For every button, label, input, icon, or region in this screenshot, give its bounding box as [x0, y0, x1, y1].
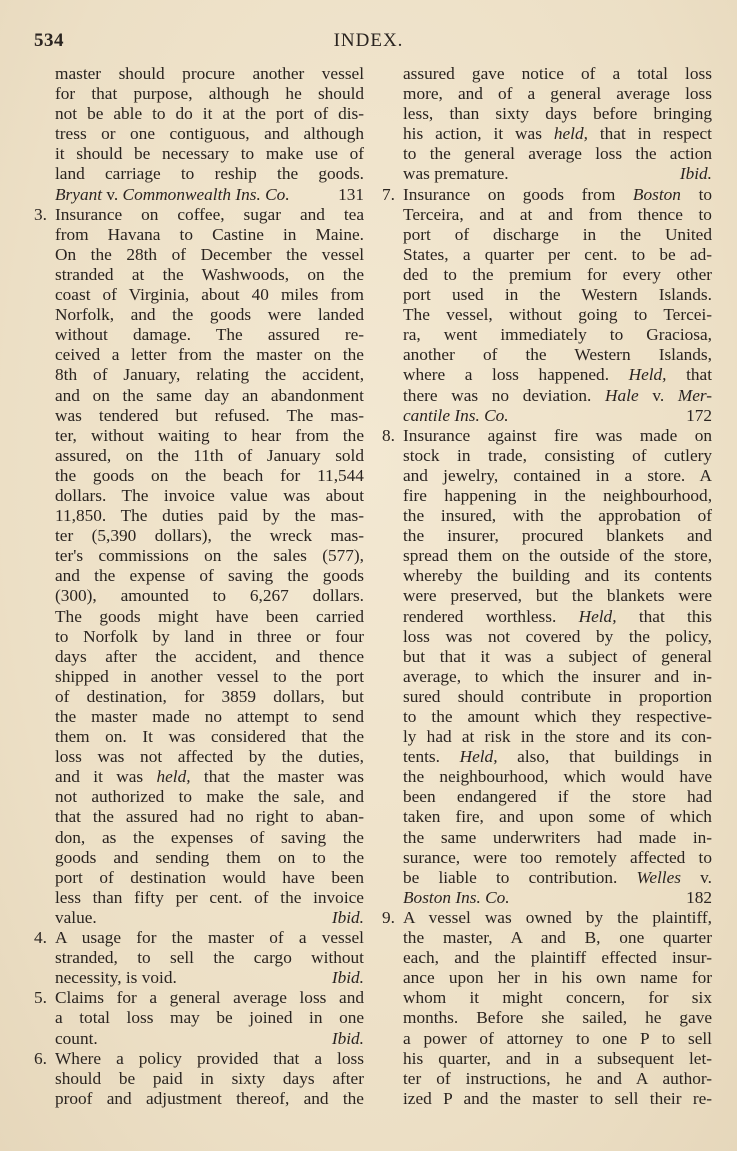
entry-7-line: The vessel, without going to Tercei- [403, 305, 712, 325]
entry-6-cont-line: more, and of a general average loss [403, 84, 712, 104]
text-line: tress or one contiguous, and although [55, 124, 364, 144]
entry-3-line: Norfolk, and the goods were landed [55, 305, 364, 325]
text-line: land carriage to reship the goods. [55, 164, 364, 184]
entry-3-line: ter's commissions on the sales (577), [55, 546, 364, 566]
entry-7-line: 7. Insurance on goods from Boston to [382, 184, 713, 204]
text-line: master should procure another vessel [55, 64, 365, 83]
entry-3-line: the goods on the beach for 11,544 [55, 465, 364, 485]
entry-3-line: 3. Insurance on coffee, sugar and tea [34, 204, 365, 224]
entry-3-line: not authorized to make the sale, and [55, 787, 364, 807]
entry-3-line: coast of Virginia, about 40 miles from [55, 285, 364, 305]
entry-5-line: 5. Claims for a general average loss and [34, 988, 364, 1008]
entry-number: 4. [34, 928, 47, 948]
text-line: for that purpose, although he should [55, 84, 365, 104]
italic-term: Co. [485, 887, 510, 907]
entry-7-line: ded to the premium for every other [403, 264, 712, 284]
entry-9-line: 9. A vessel was owned by the plaintiff, [382, 907, 713, 927]
entry-3-line: ter, without waiting to hear from the [55, 425, 364, 445]
entry-8-citation [382, 888, 712, 908]
entry-7-line: another of the Western Islands, [403, 345, 712, 365]
entry-3-line: days after the accident, and thence [55, 646, 364, 666]
entry-6-cont-line: his action, it was held, that in respect [403, 124, 712, 144]
entry-5-last-line: count. Ibid. [55, 1028, 364, 1048]
entry-6-cont-line: assured gave notice of a total loss [403, 64, 712, 83]
entry-3-line: without damage. The assured re- [55, 325, 365, 345]
citation-ibid: Ibid. [331, 1028, 364, 1048]
entry-9-line: whom it might concern, for six [403, 988, 712, 1008]
italic-term: Ins. [454, 405, 480, 425]
text-line: it should be necessary to make use of [55, 144, 365, 164]
entry-8-line: fire happening in the neighbourhood, [403, 485, 713, 505]
entry-4-line: 4. A usage for the master of a vessel [34, 928, 364, 948]
entry-9-line: a power of attorney to one P to sell [403, 1028, 712, 1048]
entry-3-line: port of destination would have been [55, 867, 364, 887]
entry-number: 6. [34, 1048, 47, 1068]
entry-8-line: whereby the building and its contents [403, 566, 712, 586]
entry-8-line: and jewelry, contained in a store. A [403, 465, 712, 485]
entry-9-line: the master, A and B, one quarter [403, 928, 712, 948]
italic-term: Ins. [455, 887, 481, 907]
entry-3-line: of destination, for 3859 dollars, but [55, 686, 364, 706]
entry-8-line: the neighbourhood, which would have [403, 767, 713, 787]
entry-3-line: The goods might have been carried [55, 606, 364, 626]
right-column [382, 64, 712, 1109]
entry-7-line: ra, went immediately to Graciosa, [403, 325, 712, 345]
italic-term: Co. [265, 184, 290, 204]
italic-term: cantile [403, 405, 451, 425]
entry-number: 5. [34, 988, 47, 1008]
citation-page: 172 [686, 405, 712, 425]
entry-3-line: 11,850. The duties paid by the mas- [55, 506, 365, 526]
left-column [34, 64, 364, 1109]
entry-8-line: sured should contribute in proportion [403, 686, 713, 706]
entry-3-line: and the expense of saving the goods [55, 566, 365, 586]
entry-6-line: should be paid in sixty days after [55, 1068, 364, 1088]
entry-3-line: less than fifty per cent. of the invoice [55, 887, 364, 907]
entry-6-line: proof and adjustment thereof, and the [55, 1088, 364, 1108]
citation-page: 182 [686, 887, 712, 907]
entry-3-line: and it was held, that the master was [55, 767, 364, 787]
entry-3-line: goods and sending them on to the [55, 847, 364, 867]
entry-3-line: dollars. The invoice value was about [55, 485, 365, 505]
entry-6-cont-line: less, than sixty days before bringing [403, 104, 713, 124]
page-header [34, 30, 703, 56]
entry-8-line: average, to which the insurer and in- [403, 666, 712, 686]
entry-6-cont-line: to the general average loss the action [403, 144, 713, 164]
entry-7-line: Terceira, and at and from thence to [403, 204, 712, 224]
running-title: INDEX. [333, 30, 404, 51]
citation-ibid: Ibid. [331, 968, 364, 988]
entry-8-line: ly had at risk in the store and its con- [403, 727, 712, 747]
entry-3-last-line: value. Ibid. [55, 907, 364, 927]
citation-ibid: Ibid. [331, 907, 364, 927]
entry-8-line: were preserved, but the blankets were [403, 586, 712, 606]
entry-8-line: been endangered if the store had [403, 787, 712, 807]
italic-term: held, [156, 767, 191, 787]
citation-line: Bryant v. Commonwealth Ins. Co. 131 [55, 184, 364, 204]
citation-page: 131 [338, 184, 364, 204]
entry-6-line: 6. Where a policy provided that a loss [34, 1048, 364, 1068]
italic-term: Held, [578, 606, 617, 626]
entry-9-line: ance upon her in his own name for [403, 968, 713, 988]
citation-ibid: Ibid. [679, 164, 712, 184]
entry-3-line: and on the same day an abandonment [55, 385, 364, 405]
entry-8-line: the insurer, procured blankets and [403, 526, 712, 546]
text-line: not be able to do it at the port of dis- [55, 104, 365, 124]
italic-term: Mer- [677, 385, 713, 405]
entry-3-line: ceived a letter from the master on the [55, 345, 364, 365]
entry-3-line: don, as the expenses of saving the [55, 827, 364, 847]
entry-7-line: port used in the Western Islands. [403, 285, 712, 305]
entry-3-line: ter (5,390 dollars), the wreck mas- [55, 526, 365, 546]
entry-4-line: stranded, to sell the cargo without [55, 948, 364, 968]
entry-3-line: was tendered but refused. The mas- [55, 405, 364, 425]
entry-9-line: ter of instructions, he and A author- [403, 1068, 713, 1088]
italic-term: Held, [628, 365, 667, 385]
entry-3-line: stranded at the Washwoods, on the [55, 264, 364, 284]
italic-term: Ins. [235, 184, 261, 204]
entry-3-line: On the 28th of December the vessel [55, 244, 365, 264]
entry-8-line: the insured, with the approbation of [403, 506, 712, 526]
entry-3-line: to Norfolk by land in three or four [55, 626, 365, 646]
entry-number: 3. [34, 204, 47, 224]
entry-3-line: them on. It was considered that the [55, 727, 364, 747]
italic-term: Bryant [55, 184, 103, 204]
entry-3-line: loss was not affected by the duties, [55, 747, 364, 767]
entry-3-line: the master made no attempt to send [55, 707, 364, 726]
entry-9-line: his quarter, and in a subsequent let- [403, 1048, 713, 1068]
entry-9-line: each, and the plaintiff effected insur- [403, 948, 712, 968]
italic-term: Welles [636, 867, 681, 887]
entry-8-line: rendered worthless. Held, that this [403, 606, 713, 626]
entry-3-line: (300), amounted to 6,267 dollars. [55, 586, 364, 606]
entry-6-cont-last-line: was premature. Ibid. [403, 164, 712, 184]
entry-3-line: shipped in another vessel to the port [55, 666, 365, 686]
italic-term: Co. [484, 405, 509, 425]
entry-3-line: from Havana to Castine in Maine. [55, 224, 364, 244]
entry-number: 8. [382, 425, 395, 445]
entry-7-line: States, a quarter per cent. to be ad- [403, 244, 712, 264]
italic-term: Boston [403, 887, 452, 907]
italic-term: held, [553, 124, 588, 144]
entry-9-line: months. Before she sailed, he gave [403, 1008, 713, 1028]
entry-8-line: but that it was a subject of general [403, 646, 712, 666]
italic-term: Commonwealth [122, 184, 232, 204]
entry-3-line: assured, on the 11th of January sold [55, 445, 364, 465]
entry-8-line: 8. Insurance against fire was made on [382, 425, 712, 445]
entry-8-line: taken fire, and upon some of which [403, 807, 712, 827]
entry-8-line: be liable to contribution. Welles v. [403, 867, 712, 887]
italic-term: Hale [605, 385, 639, 405]
entry-4-last-line: necessity, is void. Ibid. [55, 968, 364, 988]
entry-5-line: a total loss may be joined in one [55, 1008, 365, 1028]
italic-term: Held, [459, 747, 498, 767]
entry-9-line: ized P and the master to sell their re- [403, 1088, 712, 1108]
entry-8-line: stock in trade, consisting of cutlery [403, 445, 713, 465]
entry-8-line: the same underwriters had made in- [403, 827, 713, 847]
entry-7-line: where a loss happened. Held, that [403, 365, 712, 385]
entry-3-line: that the assured had no right to aban- [55, 807, 365, 827]
entry-7-line: there was no deviation. Hale v. Mer- [403, 385, 713, 405]
italic-term: Boston [632, 184, 681, 204]
entry-8-line: tents. Held, also, that buildings in [403, 747, 712, 767]
entry-3-line: 8th of January, relating the accident, [55, 365, 365, 385]
entry-8-line: loss was not covered by the policy, [403, 626, 712, 646]
entry-number: 9. [382, 907, 395, 927]
page-number: 534 [34, 30, 64, 51]
entry-7-line: port of discharge in the United [403, 224, 712, 244]
entry-8-line: to the amount which they respective- [403, 707, 712, 726]
entry-8-line: surance, were too remotely affected to [403, 847, 712, 867]
entry-number: 7. [382, 184, 395, 204]
entry-8-line: spread them on the outside of the store, [403, 546, 713, 566]
entry-7-citation [382, 406, 712, 426]
